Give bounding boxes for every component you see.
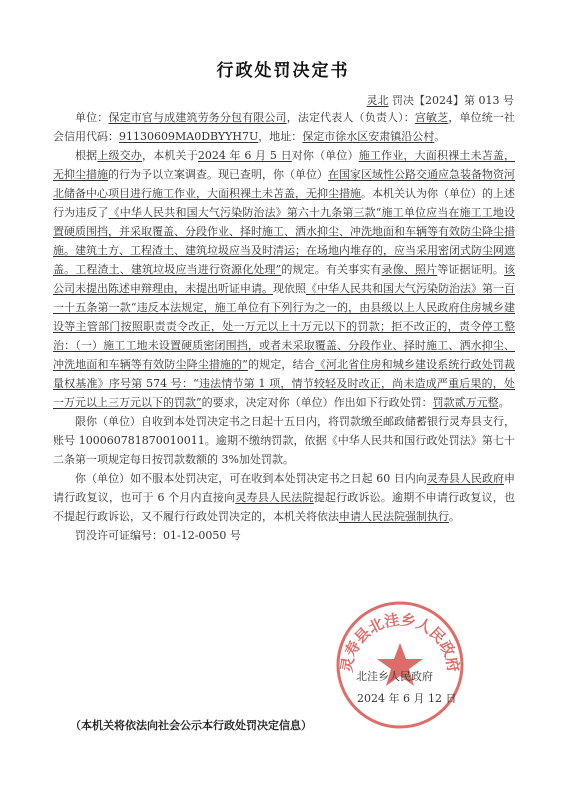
document-number-rest: 罚决【2024】第 013 号 bbox=[388, 94, 514, 107]
official-seal bbox=[330, 595, 470, 735]
filled-field-text: 申请人民法院强制执行 bbox=[339, 510, 449, 523]
publicity-notice: （本机关将依法向社会公示本行政处罚决定信息） bbox=[70, 719, 312, 732]
body-text: ，法定代表人（负责人）： bbox=[286, 111, 415, 124]
body-text: ，单位统一社会信用代码： bbox=[53, 111, 516, 143]
filled-field-text: 施工作业，大面积裸土未苫盖，无抑尘措施 bbox=[53, 149, 516, 181]
body-text: 限你（单位）自收到本处罚决定书之日起十五日内，将罚款缴至邮政储蓄银行灵寿县支行，账号 100060781870010011。逾期不缴纳罚款，依据《中华人民共和国行政处罚法》第七十二条第一项规定每日按罚款数额的 3%加处罚款。 bbox=[53, 415, 515, 466]
filled-field-text: 灵寿县人民政府 bbox=[426, 472, 504, 485]
filled-field-text: 91130609MA0DBYYH7U bbox=[119, 130, 259, 143]
signing-authority: 北洼乡人民政府 bbox=[356, 670, 433, 683]
document-body bbox=[53, 108, 515, 545]
body-text: 。 bbox=[498, 396, 510, 409]
filled-field-text: 上级交办 bbox=[97, 149, 143, 162]
filled-field-text: 罚款贰万元整 bbox=[432, 396, 499, 409]
filled-field-text: 在国家区域性公路交通应急装备物资河北储备中心项目进行施工作业，大面积裸土未苫盖，无抑尘措施 bbox=[53, 168, 515, 200]
body-text: 提起行政诉讼。逾期不申请行政复议，也不提起行政诉讼，又不履行行政处罚决定的，本机关将依法 bbox=[53, 491, 516, 523]
signing-date: 2024 年 6 月 12 日 bbox=[357, 692, 457, 705]
filled-field-text: 2024 年 6 月 5 日 bbox=[197, 149, 292, 162]
facts-paragraph bbox=[53, 146, 515, 412]
body-text: 你（单位）如不服本处罚决定，可在收到本处罚决定书之日起 60 日内向 bbox=[75, 472, 427, 485]
filled-field-text: 灵寿县人民法院 bbox=[235, 491, 314, 504]
body-text: 对你（单位） bbox=[291, 149, 359, 162]
filled-field-text: 《中华人民共和国大气污染防治法》第一百一十五条第一款“违反本法规定，施工单位有下列行为之一的，由县级以上人民政府住房城乡建设等主管部门按照职责责令改正，处一万元以上十万元以下的罚款；拒不改正的，责令停工整治：（一）施工工地未设置硬质密闭围挡，或者未采取覆盖、分段作业、择时施工、洒水抑尘、冲洗地面和车辆等有效防尘降尘措施的” bbox=[53, 282, 515, 371]
filled-field-text: 保定市徐水区安肃镇沿公村 bbox=[302, 130, 435, 143]
body-text: 根据 bbox=[75, 149, 98, 162]
filled-field-text: 录像、照片 bbox=[381, 263, 438, 276]
document-number bbox=[367, 92, 514, 108]
body-text: ，本机关于 bbox=[142, 149, 198, 162]
body-text: 申请行政复议，也可于 6 个月内直接向 bbox=[53, 472, 515, 504]
document-number-prefix: 灵北 bbox=[366, 94, 389, 107]
appeal-paragraph bbox=[53, 469, 515, 526]
document-title: 行政处罚决定书 bbox=[216, 61, 350, 81]
body-text: 。 bbox=[434, 130, 446, 143]
body-text: 的规定，结合 bbox=[247, 358, 315, 371]
body-text: 现依照 bbox=[273, 282, 306, 295]
body-text: 。本机关认为你（单位）的上述行为违反了 bbox=[53, 187, 515, 219]
seal-text: 灵寿县北洼乡人民政府 bbox=[337, 610, 463, 674]
body-text: 的行为予以立案调查。现已查明，你（单位） bbox=[108, 168, 328, 181]
filled-field-text: 《中华人民共和国大气污染防治法》第六十九条第三款“施工单位应当在施工工地设置硬质围挡，并采取覆盖、分段作业、择时施工、洒水抑尘、冲洗地面和车辆等有效防尘降尘措施。建筑土方、工程渣土、建筑垃圾应当及时清运；在场地内堆存的，应当采用密闭式防尘网遮盖。工程渣土、建筑垃圾应当进行资源化处理” bbox=[53, 206, 515, 276]
party-info-paragraph bbox=[53, 108, 515, 146]
body-text: 单位： bbox=[75, 111, 109, 124]
body-text: 的要求，决定对你（单位）作出如下行政处罚： bbox=[201, 396, 433, 409]
filled-field-text: 宫敏芝 bbox=[414, 111, 449, 124]
filled-field-text: 该公司未提出陈述申辩理由，未提出听证申请。 bbox=[53, 263, 516, 295]
filled-field-text: 保定市官与成建筑劳务分包有限公司 bbox=[108, 111, 287, 124]
body-text: 。 bbox=[449, 510, 460, 523]
body-text: 的规定。有关事实有 bbox=[281, 263, 382, 276]
payment-paragraph bbox=[53, 412, 515, 469]
body-text: ，地址： bbox=[258, 130, 303, 143]
license-number: 罚没许可证编号：01-12-0050 号 bbox=[75, 529, 241, 542]
filled-field-text: 《河北省住房和城乡建设系统行政处罚裁量权基准》序号第 574 号：“违法情节第 1 项，情节较轻及时改正，尚未造成严重后果的，处一万元以上三万元以下的罚款” bbox=[53, 358, 516, 409]
body-text: 等证据证明。 bbox=[437, 263, 505, 276]
